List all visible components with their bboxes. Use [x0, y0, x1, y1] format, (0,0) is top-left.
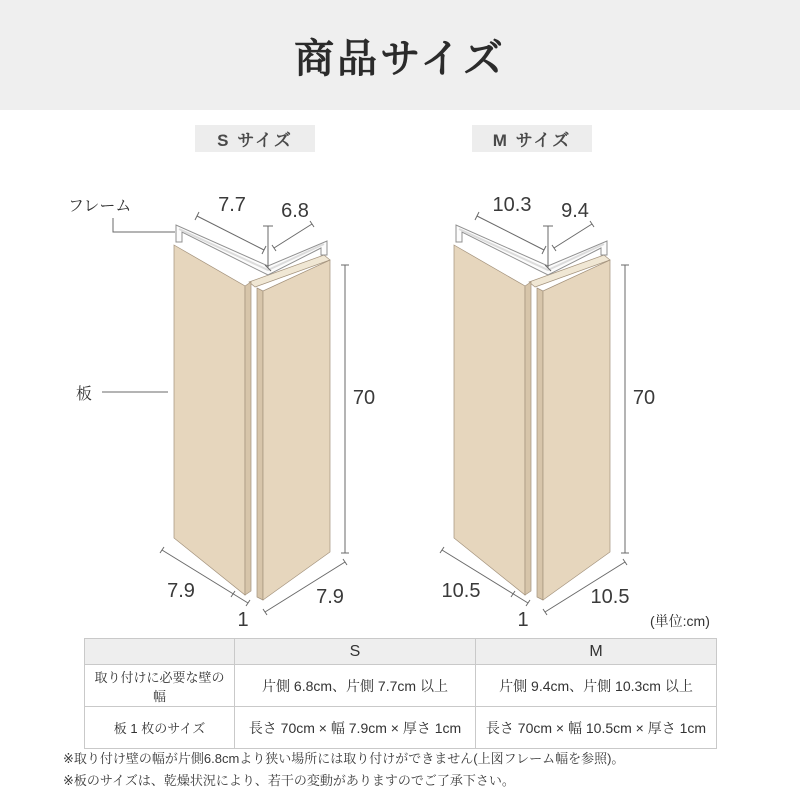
row-label-wall-width: 取り付けに必要な壁の幅	[85, 665, 235, 707]
s-dim-bottom-left-width: 7.9	[167, 580, 195, 602]
m-dim-line-right-width	[552, 221, 594, 251]
m-dim-right-width: 9.4	[561, 200, 589, 222]
spec-header-empty	[85, 639, 235, 665]
m-left-board-front-face	[454, 245, 525, 595]
s-dim-line-height	[341, 265, 349, 553]
s-dim-right-width: 6.8	[281, 200, 309, 222]
m-right-board-end-face	[537, 288, 543, 600]
s-dim-line-left-width	[195, 212, 266, 254]
m-size-badge: M サイズ	[472, 125, 592, 152]
s-frame-callout-line	[113, 218, 175, 232]
m-dim-line-height	[621, 265, 629, 553]
page-title: 商品サイズ	[294, 36, 506, 81]
size-spec-table	[84, 638, 717, 749]
footnotes	[63, 748, 624, 792]
s-size-diagram	[68, 194, 375, 631]
s-left-board-front-face	[174, 245, 245, 595]
spec-table-header-row	[85, 639, 717, 665]
m-right-board-front-face	[543, 260, 610, 600]
m-dim-height: 70	[632, 387, 656, 409]
spec-header-m: M	[476, 639, 717, 665]
table-row-wall-width	[85, 665, 717, 707]
s-left-board-end-face	[245, 282, 251, 595]
m-dim-bottom-left-width: 10.5	[441, 580, 481, 602]
s-size-badge: S サイズ	[195, 125, 315, 152]
m-size-diagram	[440, 194, 655, 631]
wall-width-m-value: 片側 9.4cm、片側 10.3cm 以上	[476, 665, 717, 707]
s-dim-line-right-width	[272, 221, 314, 251]
s-board-callout-label: 板	[76, 386, 93, 403]
unit-note: (単位:cm)	[650, 613, 710, 629]
spec-header-s: S	[235, 639, 476, 665]
m-dim-thickness: 1	[517, 609, 529, 631]
m-left-board-end-face	[525, 282, 531, 595]
s-dim-left-width: 7.7	[218, 194, 246, 216]
s-right-board-end-face	[257, 288, 263, 600]
wall-width-s-value: 片側 6.8cm、片側 7.7cm 以上	[235, 665, 476, 707]
board-size-m-value: 長さ 70cm × 幅 10.5cm × 厚さ 1cm	[476, 707, 717, 749]
s-dim-height: 70	[352, 387, 376, 409]
table-row-board-size	[85, 707, 717, 749]
page-header	[0, 0, 800, 110]
m-dim-line-left-width	[475, 212, 546, 254]
m-dim-bottom-right-width: 10.5	[590, 586, 630, 608]
s-dim-thickness: 1	[237, 609, 249, 631]
footnote-board-size: ※板のサイズは、乾燥状況により、若干の変動がありますのでご了承下さい。	[63, 773, 515, 788]
s-frame-callout-label: フレーム	[68, 198, 132, 215]
m-dim-left-width: 10.3	[492, 194, 532, 216]
board-size-s-value: 長さ 70cm × 幅 7.9cm × 厚さ 1cm	[235, 707, 476, 749]
row-label-board-size: 板 1 枚のサイズ	[85, 707, 235, 749]
size-diagrams	[0, 180, 800, 638]
s-dim-bottom-right-width: 7.9	[316, 586, 344, 608]
footnote-wall-width: ※取り付け壁の幅が片側6.8cmより狭い場所には取り付けができません(上図フレーム幅を参照)。	[63, 751, 625, 766]
s-right-board-front-face	[263, 260, 330, 600]
